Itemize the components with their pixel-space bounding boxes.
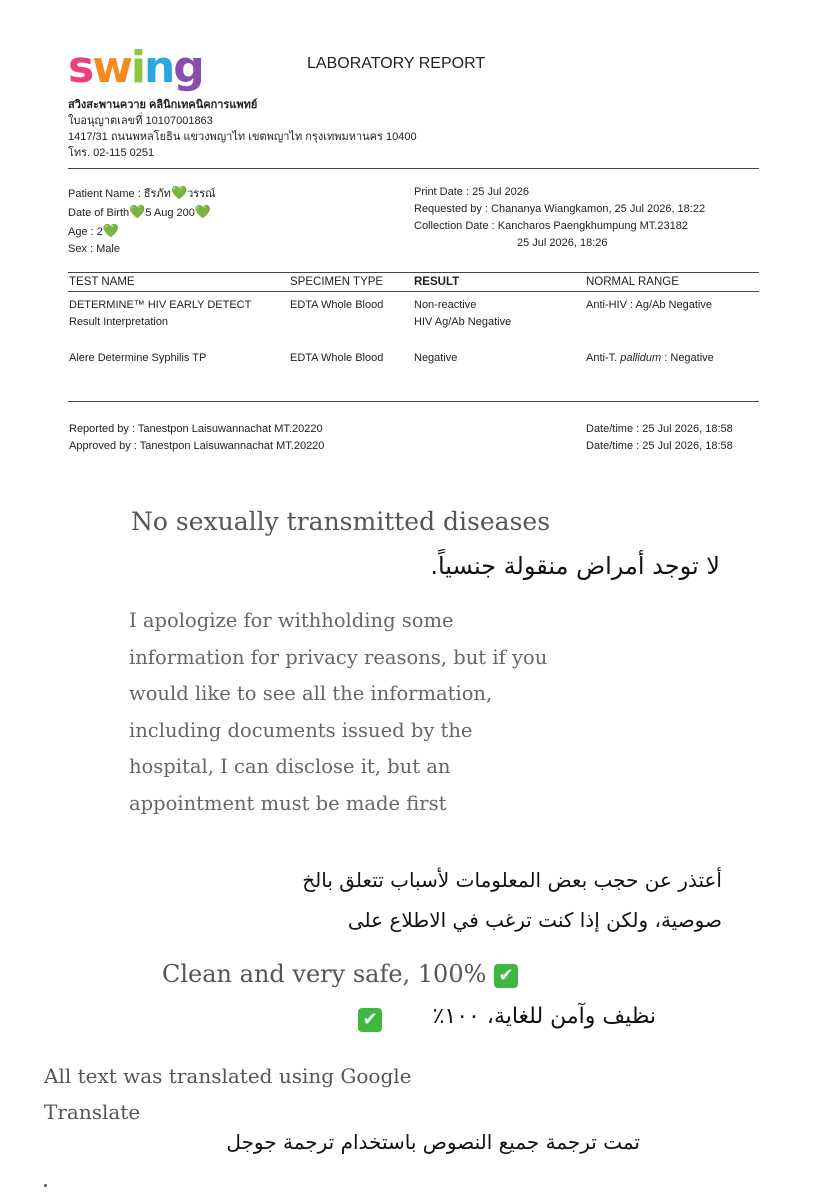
translated-ar: تمت ترجمة جميع النصوص باستخدام ترجمة جوجل — [226, 1130, 640, 1154]
sex: Sex : Male — [68, 243, 120, 255]
check-icon: ✔ — [494, 964, 518, 988]
row1-result — [414, 297, 511, 331]
heart-icon: 💚 — [129, 204, 146, 219]
row2-specimen: EDTA Whole Blood — [290, 352, 384, 364]
header-specimen-type: SPECIMEN TYPE — [290, 276, 384, 288]
note-title-ar: لا توجد أمراض منقولة جنسياً. — [430, 552, 720, 580]
translated-en: All text was translated using Google Translate — [44, 1064, 412, 1124]
requested-by: Requested by : Chananya Wiangkamon, 25 Jul 2026, 18:22 — [414, 203, 706, 215]
safe-en: Clean and very safe, 100% — [162, 960, 487, 988]
row1-test-name: DETERMINE™ HIV EARLY DETECT — [69, 299, 252, 311]
print-info — [414, 184, 705, 252]
row1-test-sub: Result Interpretation — [69, 316, 169, 328]
patient-name-label: Patient Name : ธีรภัท — [68, 188, 171, 200]
logo-letter-i: i — [130, 42, 144, 93]
safe-ar-line — [356, 1004, 656, 1036]
row2-range-suffix: : Negative — [661, 352, 714, 364]
heart-icon: 💚 — [102, 223, 120, 238]
apology-ar-line1: أعتذر عن حجب بعض المعلومات لأسباب تتعلق بالخ — [302, 868, 722, 892]
apology-ar-line2: صوصية، ولكن إذا كنت ترغب في الاطلاع على — [347, 908, 722, 932]
header-divider — [68, 168, 759, 169]
check-icon: ✔ — [358, 1008, 382, 1032]
clinic-license: ใบอนุญาตเลขที่ 10107001863 — [68, 115, 213, 127]
header-result: RESULT — [414, 276, 460, 288]
table-header-divider — [68, 291, 759, 292]
table-bottom-divider — [68, 401, 759, 402]
swing-logo — [68, 42, 203, 93]
patient-name-suffix: วรรณ์ — [187, 188, 216, 200]
logo-letter-n: n — [143, 42, 174, 93]
row1-test — [69, 297, 251, 331]
patient-info — [68, 184, 215, 258]
apology-en: I apologize for withholding some information for privacy reasons, but if you would like to see all the information, including documents issued by the hospital, I can disclose it, but an appointment must be made first — [129, 609, 548, 815]
header-test-name: TEST NAME — [69, 276, 135, 288]
reported-by: Reported by : Tanestpon Laisuwannachat MT.20220 — [69, 423, 323, 435]
print-date: Print Date : 25 Jul 2026 — [414, 186, 529, 198]
safe-ar: نظيف وآمن للغاية، ١٠٠٪ — [432, 1004, 656, 1029]
row1-result-value: Non-reactive — [414, 299, 477, 311]
approved-time: Date/time : 25 Jul 2026, 18:58 — [586, 440, 733, 452]
header-normal-range: NORMAL RANGE — [586, 276, 679, 288]
row2-range — [586, 350, 714, 367]
age-label: Age : 2 — [68, 226, 103, 238]
signature-times — [586, 421, 733, 455]
heart-icon: 💚 — [170, 185, 188, 200]
dob-label: Date of Birth — [68, 207, 130, 219]
report-title: LABORATORY REPORT — [307, 55, 486, 72]
note-title-en: No sexually transmitted diseases — [131, 507, 551, 536]
clinic-name: สวิงสะพานควาย คลินิกเทคนิคการแพทย์ — [68, 99, 258, 111]
clinic-header — [68, 97, 417, 161]
clinic-phone: โทร. 02-115 0251 — [68, 147, 155, 159]
clinic-address: 1417/31 ถนนพหลโยธิน แขวงพญาไท เขตพญาไท กรุงเทพมหานคร 10400 — [68, 131, 417, 143]
collection-time: 25 Jul 2026, 18:26 — [517, 237, 608, 249]
safe-en-line — [162, 960, 518, 988]
collection-date: Collection Date : Kancharos Paengkhumpung MT.23182 — [414, 220, 688, 232]
logo-letter-g: g — [173, 42, 203, 93]
approved-by: Approved by : Tanestpon Laisuwannachat MT.20220 — [69, 440, 325, 452]
logo-letter-s: s — [68, 42, 93, 93]
heart-icon: 💚 — [194, 204, 212, 219]
apology-ar — [260, 860, 722, 940]
row2-range-italic: pallidum — [620, 352, 662, 364]
row2-range-prefix: Anti-T. — [586, 352, 621, 364]
row1-specimen: EDTA Whole Blood — [290, 299, 384, 311]
row1-range: Anti-HIV : Ag/Ab Negative — [586, 299, 712, 311]
table-top-divider — [68, 272, 759, 273]
logo-letter-w: w — [92, 42, 131, 93]
stray-dot — [44, 1184, 47, 1187]
reported-time: Date/time : 25 Jul 2026, 18:58 — [586, 423, 733, 435]
row1-result-sub: HIV Ag/Ab Negative — [414, 316, 512, 328]
signatures — [69, 421, 324, 455]
row2-result: Negative — [414, 352, 458, 364]
dob-value: 5 Aug 200 — [145, 207, 195, 219]
row2-test-name: Alere Determine Syphilis TP — [69, 352, 207, 364]
